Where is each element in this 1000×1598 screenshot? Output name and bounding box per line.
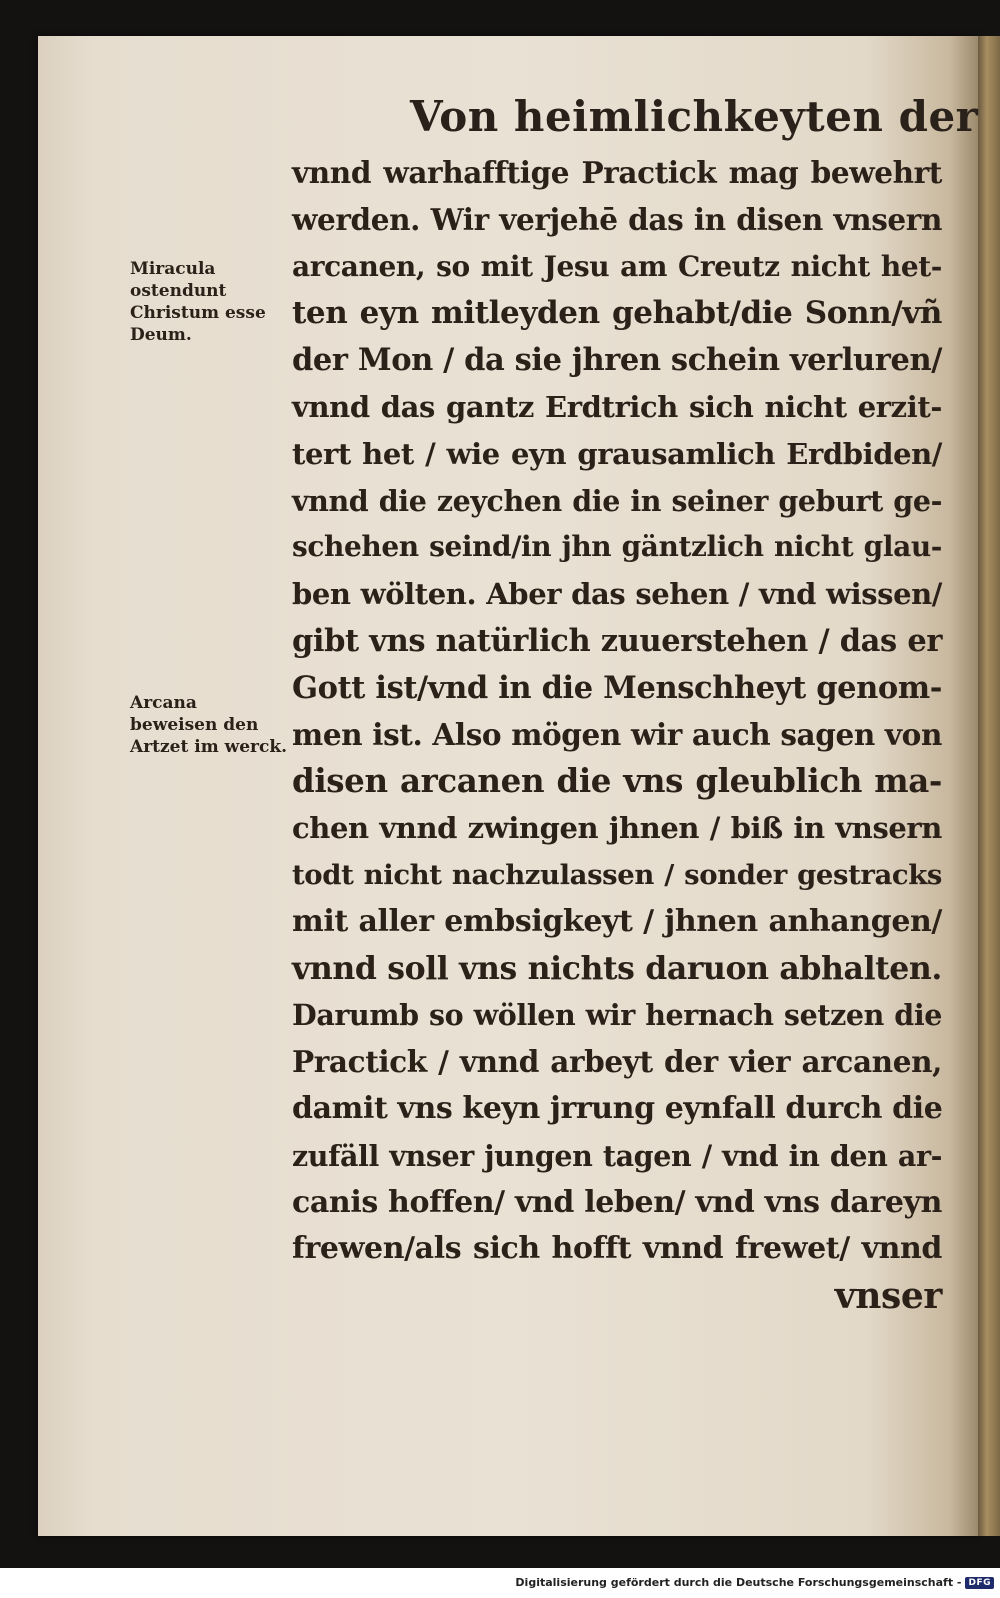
text-line: gibt vns natürlich zuuerstehen / das er bbox=[292, 622, 942, 659]
text-line: vnnd die zeychen die in seiner geburt ge- bbox=[292, 483, 942, 518]
text-line: zufäll vnser jungen tagen / vnd in den ar- bbox=[292, 1138, 942, 1173]
text-line: todt nicht nachzulassen / sonder gestracks bbox=[292, 858, 942, 891]
text-line: tert het / wie eyn grausamlich Erdbiden/ bbox=[292, 436, 942, 471]
text-line: disen arcanen die vns gleublich ma- bbox=[292, 761, 942, 801]
digitization-credit bbox=[515, 1576, 994, 1589]
text-line: chen vnnd zwingen jhnen / biß in vnsern bbox=[292, 811, 942, 846]
text-line: canis hoffen/ vnd leben/ vnd vns dareyn bbox=[292, 1184, 942, 1220]
text-line: Practick / vnnd arbeyt der vier arcanen, bbox=[292, 1044, 942, 1080]
text-line: werden. Wir verjehē das in disen vnsern bbox=[292, 201, 942, 237]
margin-note-miracula: Miracula ostendunt Christum esse Deum. bbox=[130, 259, 266, 345]
text-line: ten eyn mitleyden gehabt/die Sonn/vñ bbox=[292, 295, 942, 332]
text-line: damit vns keyn jrrung eynfall durch die bbox=[292, 1090, 943, 1126]
page-edge bbox=[978, 36, 1000, 1536]
text-line: Darumb so wöllen wir hernach setzen die bbox=[292, 998, 942, 1033]
text-line: Gott ist/vnd in die Menschheyt genom- bbox=[292, 669, 942, 706]
text-line: ben wölten. Aber das sehen / vnd wissen/ bbox=[292, 577, 942, 612]
text-line: frewen/als sich hofft vnnd frewet/ vnnd bbox=[292, 1231, 942, 1267]
text-line: arcanen, so mit Jesu am Creutz nicht het- bbox=[292, 249, 942, 283]
text-line: vnnd warhafftige Practick mag bewehrt bbox=[292, 155, 942, 190]
body-text bbox=[292, 150, 942, 1320]
catchword: vnser bbox=[834, 1275, 942, 1318]
text-line: der Mon / da sie jhren schein verluren/ bbox=[292, 342, 942, 379]
dfg-logo: DFG bbox=[965, 1577, 994, 1589]
text-line: mit aller embsigkeyt / jhnen anhangen/ bbox=[292, 903, 942, 939]
text-line: men ist. Also mögen wir auch sagen von bbox=[292, 716, 942, 752]
text-line: vnnd soll vns nichts daruon abhalten. bbox=[292, 949, 942, 987]
margin-note-arcana: Arcana beweisen den Artzet im werck. bbox=[130, 693, 288, 757]
text-line: schehen seind/in jhn gäntzlich nicht glau- bbox=[292, 530, 942, 564]
running-head: Von heimlichkeyten der bbox=[410, 92, 979, 141]
text-line: vnnd das gantz Erdtrich sich nicht erzit- bbox=[292, 389, 942, 424]
credit-text: Digitalisierung gefördert durch die Deutsche Forschungsgemeinschaft - bbox=[515, 1576, 962, 1589]
